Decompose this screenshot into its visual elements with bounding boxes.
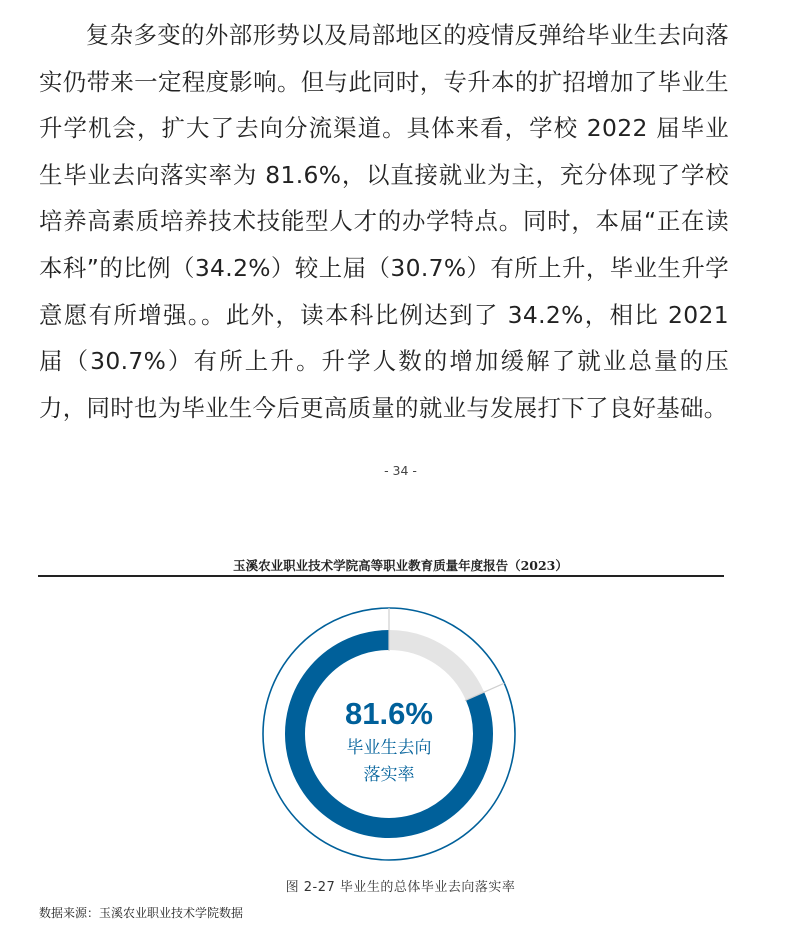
figure-caption: 图 2-27 毕业生的总体毕业去向落实率 <box>285 880 516 895</box>
center-label-line1: 毕业生去向 <box>346 738 432 758</box>
remainder-arc <box>389 640 475 696</box>
header-rule <box>38 575 724 577</box>
center-label-line2: 落实率 <box>363 765 415 785</box>
data-source-note: 数据来源：玉溪农业职业技术学院数据 <box>39 906 244 920</box>
report-header-title: 玉溪农业职业技术学院高等职业教育质量年度报告（2023） <box>233 558 568 573</box>
donut-chart <box>262 607 516 861</box>
page-number: - 34 - <box>384 463 417 478</box>
center-value-label: 81.6% <box>345 696 433 731</box>
paragraph: 复杂多变的外部形势以及局部地区的疫情反弹给毕业生去向落实仍带来一定程度影响。但与此同时，专升本的扩招增加了毕业生升学机会，扩大了去向分流渠道。具体来看，学校 2022 届毕业生毕业去向落实率为 81.6%，以直接就业为主，充分体现了学校培养高素质培养技术技能型人才的办学特点。同时，本届“正在读本科”的比例（34.2%）较上届（30.7%）有所上升，毕业生升学意愿有所增强。。此外，读本科比例达到了 34.2%，相比 2021 届（30.7%）有所上升。升学人数的增加缓解了就业总量的压力，同时也为毕业生今后更高质量的就业与发展打下了良好基础。 <box>39 21 729 422</box>
body-text <box>39 12 729 431</box>
